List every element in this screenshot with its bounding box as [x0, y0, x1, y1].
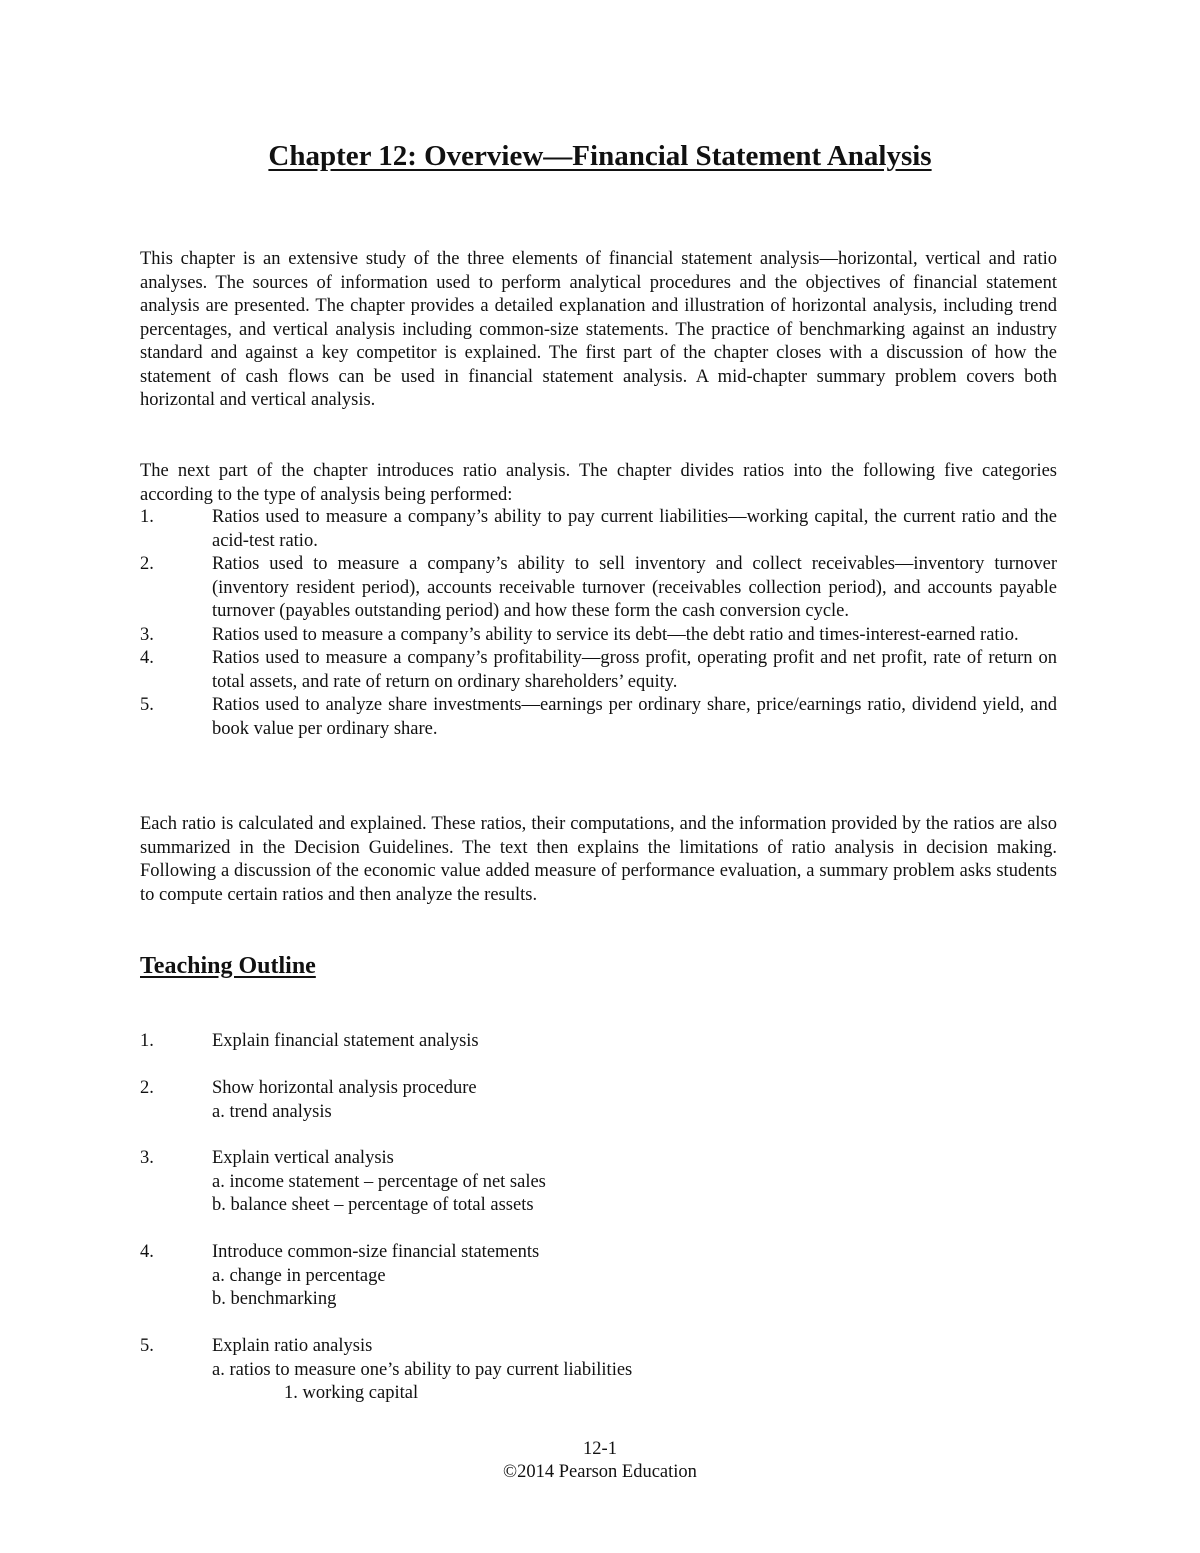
- ratio-intro-paragraph: The next part of the chapter introduces ratio analysis. The chapter divides ratios into the following five categories according to the type of analysis being performed:: [140, 461, 1057, 505]
- list-item-number: 5.: [140, 695, 154, 715]
- outline-subitem: a. change in percentage: [212, 1265, 386, 1286]
- list-item-number: 4.: [140, 648, 154, 668]
- outline-item-text: Show horizontal analysis procedure: [212, 1078, 477, 1098]
- outline-item-number: 5.: [140, 1336, 154, 1356]
- list-item-text: Ratios used to measure a company’s profitability—gross profit, operating profit and net profit, rate of return on total assets, and rate of return on ordinary shareholders’ equity.: [212, 648, 1057, 692]
- outline-item-number: 2.: [140, 1078, 154, 1098]
- outline-item-text: Explain financial statement analysis: [212, 1031, 479, 1051]
- outline-subitem: a. ratios to measure one’s ability to pay current liabilities: [212, 1359, 633, 1380]
- list-item-number: 3.: [140, 624, 154, 645]
- list-item-text: Ratios used to measure a company’s ability to service its debt—the debt ratio and times-interest-earned ratio.: [212, 624, 1019, 645]
- teaching-outline-heading: Teaching Outline: [140, 953, 316, 979]
- list-item-text: Ratios used to measure a company’s ability to pay current liabilities—working capital, the current ratio and the acid-test ratio.: [212, 507, 1057, 551]
- ratio-category-list: [140, 506, 1057, 741]
- outline-subsubitem: 1. working capital: [284, 1383, 419, 1403]
- list-item-number: 2.: [140, 554, 154, 574]
- outline-item-text: Explain ratio analysis: [212, 1336, 373, 1356]
- list-item: [140, 553, 1057, 624]
- outline-item-number: 4.: [140, 1242, 154, 1262]
- page-title: Chapter 12: Overview—Financial Statement Analysis: [268, 140, 932, 172]
- outline-item-text: Introduce common-size financial statements: [212, 1242, 540, 1262]
- outline-item-number: 1.: [140, 1031, 154, 1051]
- list-item-text: Ratios used to analyze share investments—earnings per ordinary share, price/earnings ratio, dividend yield, and book value per ordinary share.: [212, 695, 1057, 739]
- list-item: [140, 624, 1057, 648]
- copyright-notice: ©2014 Pearson Education: [503, 1462, 697, 1482]
- outline-subitem: b. benchmarking: [212, 1289, 337, 1309]
- list-item: [140, 506, 1057, 553]
- closing-paragraph: Each ratio is calculated and explained. These ratios, their computations, and the information provided by the ratios are also summarized in the Decision Guidelines. The text then explains the limitations of ratio analysis in decision making. Following a discussion of the economic value added measure of performance evaluation, a summary problem asks students to compute certain ratios and then analyze the results.: [140, 814, 1057, 905]
- list-item-text: Ratios used to measure a company’s ability to sell inventory and collect receivables—inventory turnover (inventory resident period), accounts receivable turnover (receivables collection period), and accounts payable turnover (payables outstanding period) and how these form the cash conversion cycle.: [212, 554, 1057, 621]
- list-item-number: 1.: [140, 507, 154, 527]
- outline-item-number: 3.: [140, 1148, 154, 1168]
- page-number: 12-1: [583, 1439, 617, 1459]
- outline-item-text: Explain vertical analysis: [212, 1148, 394, 1168]
- intro-paragraph: This chapter is an extensive study of the three elements of financial statement analysis—horizontal, vertical and ratio analyses. The sources of information used to perform analytical procedures and the objectives of financial statement analysis are presented. The chapter provides a detailed explanation and illustration of horizontal analysis, including trend percentages, and vertical analysis including common-size statements. The practice of benchmarking against an industry standard and against a key competitor is explained. The first part of the chapter closes with a discussion of how the statement of cash flows can be used in financial statement analysis. A mid-chapter summary problem covers both horizontal and vertical analysis.: [140, 249, 1057, 410]
- outline-subitem: a. income statement – percentage of net sales: [212, 1171, 546, 1192]
- list-item: [140, 647, 1057, 694]
- outline-subitem: a. trend analysis: [212, 1101, 332, 1122]
- list-item: [140, 694, 1057, 741]
- outline-subitem: b. balance sheet – percentage of total assets: [212, 1195, 534, 1215]
